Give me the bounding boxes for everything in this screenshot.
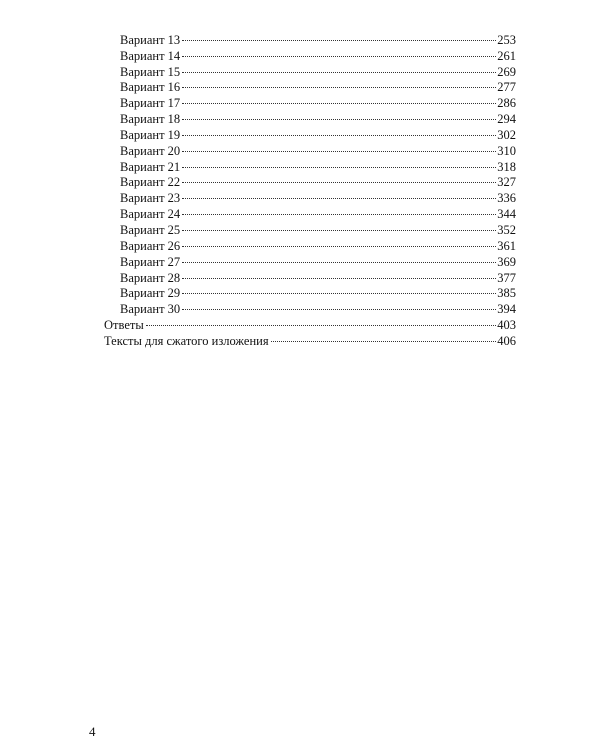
toc-entry-variant-26 [120,234,516,253]
toc-entry-label: Вариант 30 [120,302,181,317]
toc-entry-label: Ответы [104,318,144,333]
toc-entry-page: 403 [497,318,516,333]
toc-dot-leader [181,91,496,107]
toc-dot-leader [181,139,496,155]
toc-entry-label: Вариант 20 [120,143,181,158]
toc-dot-leader [181,123,496,139]
page-number: 4 [89,724,96,739]
toc-dot-leader [270,329,497,345]
toc-entry-variant-19 [120,123,516,142]
toc-entry-label: Вариант 18 [120,112,181,127]
toc-entry-page: 261 [497,48,516,63]
toc-entry-label: Вариант 16 [120,80,181,95]
toc-entry-label: Вариант 26 [120,238,181,253]
toc-dot-leader [181,76,496,92]
toc-dot-leader [181,60,496,76]
toc-entry-variant-17 [120,91,516,111]
toc-entry-page: 277 [497,80,516,95]
toc-entry-label: Тексты для сжатого изложения [104,333,269,348]
toc-entry-variant-25 [120,218,516,237]
toc-entry-page: 318 [497,159,516,174]
toc-entry-variant-27 [120,250,516,269]
toc-entry-page: 361 [497,238,516,253]
toc-entry-variant-22 [120,171,516,190]
toc-entry-label: Вариант 22 [120,175,181,190]
toc-entry-variant-23 [120,186,516,206]
toc-entry-page: 336 [497,191,516,206]
toc-entry-label: Вариант 14 [120,48,181,63]
toc-dot-leader [181,155,496,171]
toc-entry-page: 269 [497,64,516,79]
toc-entry-summary-texts [104,329,516,348]
toc-dot-leader [181,266,496,282]
toc-entry-variant-21 [120,155,516,174]
toc-entry-variant-20 [120,139,516,158]
toc-entry-label: Вариант 24 [120,207,181,222]
toc-entry-label: Вариант 19 [120,127,181,142]
toc-entry-label: Вариант 29 [120,286,181,301]
toc-entry-variant-28 [120,266,516,285]
toc-dot-leader [181,202,496,218]
table-of-contents [0,28,600,348]
toc-entry-page: 394 [497,302,516,317]
toc-entry-label: Вариант 21 [120,159,181,174]
toc-entry-variant-24 [120,202,516,222]
toc-dot-leader [181,282,496,298]
toc-entry-label: Вариант 28 [120,270,181,285]
toc-entry-variant-15 [120,60,516,79]
toc-entry-variant-14 [120,44,516,63]
toc-entry-page: 406 [497,333,516,348]
toc-entry-page: 369 [497,254,516,269]
toc-entry-page: 294 [497,112,516,127]
toc-entry-page: 327 [497,175,516,190]
toc-dot-leader [181,234,496,250]
toc-entry-page: 302 [497,127,516,142]
toc-entry-page: 310 [497,143,516,158]
toc-entry-answers [104,313,516,333]
toc-entry-page: 385 [497,286,516,301]
toc-entry-label: Вариант 13 [120,32,181,47]
toc-dot-leader [181,250,496,266]
toc-entry-variant-30 [120,297,516,317]
toc-entry-label: Вариант 15 [120,64,181,79]
toc-entry-variant-13 [120,28,516,47]
toc-entry-page: 352 [497,222,516,237]
toc-dot-leader [181,218,496,234]
toc-entry-page: 286 [497,96,516,111]
toc-entry-page: 377 [497,270,516,285]
toc-entry-page: 344 [497,207,516,222]
toc-dot-leader [145,313,497,329]
toc-dot-leader [181,107,496,123]
toc-entry-variant-16 [120,76,516,95]
toc-entry-variant-29 [120,282,516,301]
toc-entry-label: Вариант 27 [120,254,181,269]
toc-dot-leader [181,297,496,313]
toc-entry-label: Вариант 23 [120,191,181,206]
toc-entry-label: Вариант 25 [120,222,181,237]
toc-entry-variant-18 [120,107,516,127]
toc-dot-leader [181,186,496,202]
toc-entry-label: Вариант 17 [120,96,181,111]
toc-dot-leader [181,44,496,60]
toc-dot-leader [181,171,496,187]
toc-entry-page: 253 [497,32,516,47]
toc-dot-leader [181,28,496,44]
